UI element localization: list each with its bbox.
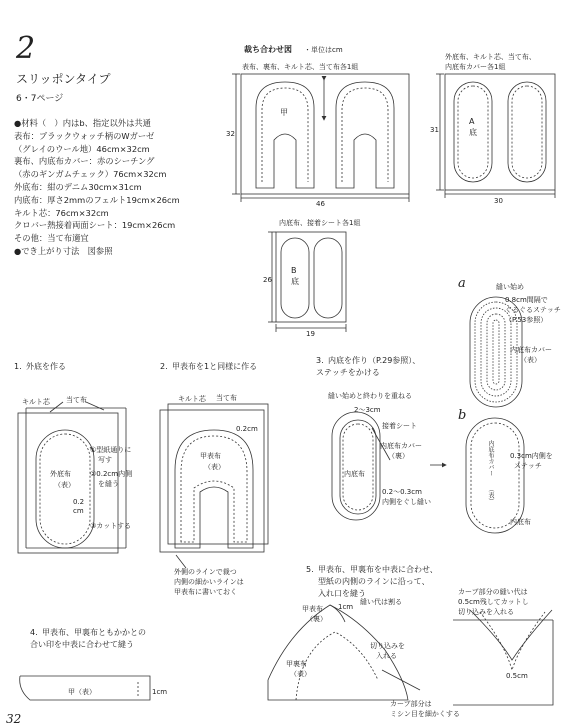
step5-number: 5. [306, 565, 314, 574]
panel1-height: 32 [226, 130, 235, 138]
step3-sew: 0.2〜0.3cm [382, 488, 422, 496]
step5-title: 甲表布、甲裏布を中表に合わせ、 [318, 565, 438, 574]
pattern-title: スリッポンタイプ [16, 72, 111, 86]
step3-number: 3. [316, 356, 324, 365]
step2-note2: 内側の細かいラインは [174, 578, 244, 586]
step5-front-2: （裏） [306, 615, 327, 623]
step1-patch: 当て布 [66, 396, 87, 404]
step6-t3: 切り込みを入れる [458, 608, 514, 616]
step6-panel [453, 620, 553, 705]
step3-cover: 内底布カバー [380, 442, 422, 450]
step5-notch: 切り込みを [370, 642, 405, 650]
step3-title-2: ステッチをかける [316, 368, 380, 377]
variant-b-cover-2: （表） [487, 486, 494, 504]
step2-center: 甲表布 [200, 452, 221, 460]
step5-title-3: 入れ口を縫う [318, 589, 366, 598]
step6-t1: カーブ部分の縫い代は [458, 588, 528, 596]
variant-a-l3: ぐるぐるステッチ [505, 306, 561, 314]
panel1-width: 46 [316, 200, 325, 208]
panel1-piece: 甲 [280, 108, 288, 117]
materials-line: 外底布：紺のデニム30cm×31cm [14, 181, 142, 192]
panel2-height: 31 [430, 126, 439, 134]
step2-note1: 外側のラインで裁つ [174, 568, 237, 576]
step1-center-2: （表） [54, 481, 75, 489]
panel3-piece-2: 底 [291, 277, 299, 286]
step2-note3: 甲表布に書いておく [174, 588, 237, 596]
step5-front: 甲表布 [302, 605, 323, 613]
step3-sheet: 接着シート [382, 422, 417, 430]
step1-title: 外底を作る [26, 362, 66, 371]
step4-dim: 1cm [152, 688, 168, 696]
materials-line: クロバー熱接着両面シート：19cm×26cm [14, 220, 176, 231]
step1-note3: ③カットする [90, 522, 131, 530]
materials-line: 裏布、内底布カバー：赤のシーチング [14, 156, 155, 167]
variant-b-cover: 内底布カバー [487, 440, 494, 476]
panel1-label: 表布、裏布、キルト芯、当て布各1組 [242, 63, 359, 71]
step1-dim: 0.2 [73, 498, 85, 506]
materials-line: ●材料（ ）内はb、指定以外は共通 [14, 118, 151, 128]
step4-title: 甲表布、甲裏布ともかかとの [42, 628, 146, 637]
step3-dim1: 2〜3cm [354, 406, 381, 414]
step3-title: 内底を作り（P.29参照）、 [328, 356, 421, 365]
step2-patch: 当て布 [216, 394, 237, 402]
step6-dim: 0.5cm [506, 672, 528, 680]
cutting-panel-insole [276, 232, 346, 322]
variant-a-start: 縫い始め [496, 283, 524, 291]
materials-line: キルト芯：76cm×32cm [14, 207, 109, 218]
step5-curve-2: ミシン目を細かくする [390, 710, 460, 718]
materials-line: 内底布：厚さ2mmのフェルト19cm×26cm [14, 194, 180, 205]
step4-piece: 甲（表） [68, 688, 96, 696]
step1-number: 1. [14, 362, 22, 371]
variant-a-cover-2: （表） [520, 356, 541, 364]
step1-center: 外底布 [50, 470, 71, 478]
step2-dim: 0.2cm [236, 425, 258, 433]
step3-sew-2: 内側をぐし縫い [382, 498, 431, 506]
step6-t2: 0.5cm残してカットし [458, 598, 529, 606]
panel3-width: 19 [306, 330, 315, 338]
finished-insole-b [466, 418, 524, 533]
materials-line: （赤のギンガムチェック）76cm×32cm [14, 169, 167, 180]
panel3-label: 内底布、接着シート各1組 [279, 219, 361, 227]
step2-title: 甲表布を1と同様に作る [172, 362, 258, 371]
step1-note2: ②0.2cm内側 [90, 470, 133, 478]
panel2-piece: A [469, 117, 475, 126]
materials-line: 表布：ブラックウォッチ柄のWガーゼ [14, 130, 155, 141]
panel2-piece-2: 底 [469, 128, 477, 137]
step3-start-end: 縫い始めと終わりを重ねる [328, 392, 412, 400]
step1-dim-unit: cm [73, 507, 84, 515]
panel2-label: 外底布、キルト芯、当て布、 [445, 53, 536, 61]
panel2-label-2: 内底布カバー各1組 [445, 63, 506, 71]
variant-a-l4: （P.53参照） [505, 316, 548, 324]
materials-line: ●でき上がり寸法 図参照 [14, 245, 113, 256]
variant-a-l2: 0.8cm間隔で [505, 296, 548, 304]
step1-note1: ①型紙通りに [90, 446, 132, 454]
step1-quilt: キルト芯 [22, 398, 50, 406]
variant-b-l2: ステッチ [514, 462, 542, 470]
step5-lining: 甲裏布 [286, 660, 307, 668]
page-number: 32 [6, 712, 22, 726]
step5-dim: 1cm [338, 603, 354, 611]
step4-number: 4. [30, 628, 38, 637]
step5-lining-2: （表） [290, 670, 311, 678]
variant-a-label: a [458, 276, 466, 291]
step1-note2-2: を縫う [98, 480, 119, 488]
step3-cover-2: （裏） [388, 452, 409, 460]
step4-title-2: 合い印を中表に合わせて縫う [30, 640, 134, 649]
panel3-height: 26 [263, 276, 272, 284]
cutting-unit: ・単位はcm [304, 46, 343, 54]
step2-center-2: （表） [204, 463, 225, 471]
step5-notch-2: 入れる [376, 652, 397, 660]
pattern-number: 2 [16, 31, 36, 66]
panel2-width: 30 [494, 197, 503, 205]
step2-number: 2. [160, 362, 168, 371]
materials-line: その他：当て布適宜 [14, 233, 89, 244]
step1-note1-2: 写す [98, 456, 112, 464]
cutting-title: 裁ち合わせ図 [244, 45, 292, 54]
materials-list [14, 117, 180, 258]
step5-title-2: 型紙の内側のラインに沿って、 [318, 577, 430, 586]
cutting-panel-main [241, 74, 409, 194]
variant-a-cover: 内底布カバー [510, 346, 552, 354]
step2-quilt: キルト芯 [178, 395, 206, 403]
materials-line: （グレイのウール地）46cm×32cm [14, 143, 150, 154]
step5-seam: 縫い代は割る [360, 598, 402, 606]
page-reference: 6・7ページ [16, 94, 64, 104]
variant-b-sole: 内底布 [510, 518, 531, 526]
step3-sole: 内底布 [344, 470, 365, 478]
step5-curve: カーブ部分は [390, 700, 432, 708]
variant-b-l1: 0.3cm内側を [510, 452, 553, 460]
variant-b-label: b [458, 408, 467, 423]
panel3-piece: B [291, 266, 297, 275]
